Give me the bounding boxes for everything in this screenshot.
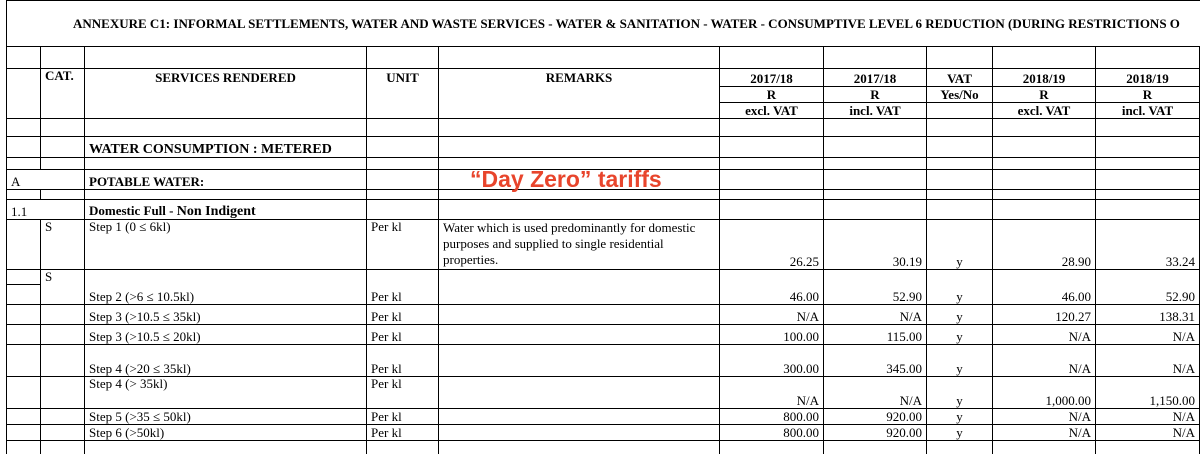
subcategory-label bbox=[85, 200, 367, 220]
row-service: Step 3 (>10.5 ≤ 35kl) bbox=[85, 304, 367, 324]
row-2017-excl: 800.00 bbox=[720, 408, 824, 424]
row-remarks: Water which is used predominantly for domestic purposes and supplied to single residential properties. bbox=[439, 220, 720, 270]
row-service: Step 1 (0 ≤ 6kl) bbox=[85, 220, 367, 270]
header-unit: UNIT bbox=[367, 69, 439, 87]
row-2018-incl: 33.24 bbox=[1096, 220, 1200, 270]
row-2018-incl: 1,150.00 bbox=[1096, 376, 1200, 408]
row-service: Step 6 (>50kl) bbox=[85, 424, 367, 440]
row-2018-excl: N/A bbox=[993, 324, 1096, 344]
row-cat: S bbox=[41, 270, 85, 285]
subcategory-code: 1.1 bbox=[7, 200, 85, 220]
table-row bbox=[7, 424, 1200, 440]
category-code: A bbox=[7, 170, 85, 190]
subcategory-label-a: Domestic Full - bbox=[89, 203, 177, 218]
tariff-table bbox=[6, 0, 1200, 454]
row-2018-incl: N/A bbox=[1096, 344, 1200, 376]
row-2017-incl: 30.19 bbox=[824, 220, 927, 270]
row-2018-excl: 1,000.00 bbox=[993, 376, 1096, 408]
table-row bbox=[7, 220, 1200, 270]
row-vat: y bbox=[927, 284, 993, 304]
subcategory-label-b: Non Indigent bbox=[176, 204, 256, 219]
header-2017-incl-vat: incl. VAT bbox=[824, 103, 927, 119]
row-2017-excl: 300.00 bbox=[720, 344, 824, 376]
header-2017-incl-currency: R bbox=[824, 87, 927, 103]
row-2018-excl: 28.90 bbox=[993, 220, 1096, 270]
row-vat: y bbox=[927, 424, 993, 440]
header-2017-excl-year: 2017/18 bbox=[720, 69, 824, 87]
row-unit: Per kl bbox=[367, 376, 439, 408]
row-2018-excl: N/A bbox=[993, 344, 1096, 376]
row-2017-incl: 345.00 bbox=[824, 344, 927, 376]
header-2018-incl-currency: R bbox=[1096, 87, 1200, 103]
row-unit: Per kl bbox=[367, 304, 439, 324]
row-2017-incl: N/A bbox=[824, 304, 927, 324]
day-zero-annotation: “Day Zero” tariffs bbox=[470, 166, 662, 192]
header-2018-excl-vat: excl. VAT bbox=[993, 103, 1096, 119]
row-2018-excl: 120.27 bbox=[993, 304, 1096, 324]
header-2018-incl-year: 2018/19 bbox=[1096, 69, 1200, 87]
table-row bbox=[7, 408, 1200, 424]
row-2017-incl: 920.00 bbox=[824, 408, 927, 424]
row-2018-incl: 138.31 bbox=[1096, 304, 1200, 324]
header-2017-incl-year: 2017/18 bbox=[824, 69, 927, 87]
row-vat: y bbox=[927, 324, 993, 344]
row-unit: Per kl bbox=[367, 408, 439, 424]
row-vat: y bbox=[927, 408, 993, 424]
header-2017-excl-vat: excl. VAT bbox=[720, 103, 824, 119]
table-row bbox=[7, 324, 1200, 344]
row-2017-excl: 100.00 bbox=[720, 324, 824, 344]
row-vat: y bbox=[927, 376, 993, 408]
row-service: Step 5 (>35 ≤ 50kl) bbox=[85, 408, 367, 424]
header-2018-excl-year: 2018/19 bbox=[993, 69, 1096, 87]
row-2018-incl: N/A bbox=[1096, 324, 1200, 344]
row-unit: Per kl bbox=[367, 424, 439, 440]
row-2018-incl: N/A bbox=[1096, 408, 1200, 424]
section-title: WATER CONSUMPTION : METERED bbox=[85, 137, 367, 158]
header-vat-yesno: Yes/No bbox=[927, 87, 993, 103]
row-2018-excl: 46.00 bbox=[993, 284, 1096, 304]
row-2017-incl: 115.00 bbox=[824, 324, 927, 344]
row-2017-excl: 800.00 bbox=[720, 424, 824, 440]
header-remarks: REMARKS bbox=[439, 69, 720, 87]
row-2018-incl: N/A bbox=[1096, 424, 1200, 440]
table-row bbox=[7, 304, 1200, 324]
header-2018-incl-vat: incl. VAT bbox=[1096, 103, 1200, 119]
row-unit: Per kl bbox=[367, 284, 439, 304]
table-row bbox=[7, 376, 1200, 408]
row-vat: y bbox=[927, 304, 993, 324]
row-2018-excl: N/A bbox=[993, 424, 1096, 440]
table-row bbox=[7, 270, 1200, 285]
annexure-title: ANNEXURE C1: INFORMAL SETTLEMENTS, WATER AND WASTE SERVICES - WATER & SANITATION - WATER - CONSUMPTIVE LEVEL 6 REDUCTION (DURING RESTRICTIONS O bbox=[7, 1, 1200, 47]
row-unit: Per kl bbox=[367, 344, 439, 376]
table-row bbox=[7, 344, 1200, 376]
row-2017-excl: 46.00 bbox=[720, 284, 824, 304]
row-2018-incl: 52.90 bbox=[1096, 284, 1200, 304]
category-label: POTABLE WATER: bbox=[85, 170, 367, 190]
row-service: Step 2 (>6 ≤ 10.5kl) bbox=[85, 284, 367, 304]
row-service: Step 4 (>20 ≤ 35kl) bbox=[85, 344, 367, 376]
row-2017-excl: 26.25 bbox=[720, 220, 824, 270]
row-service: Step 3 (>10.5 ≤ 20kl) bbox=[85, 324, 367, 344]
header-cat: CAT. bbox=[41, 69, 85, 87]
header-services: SERVICES RENDERED bbox=[85, 69, 367, 87]
row-2017-incl: N/A bbox=[824, 376, 927, 408]
table-row bbox=[7, 284, 1200, 304]
row-unit: Per kl bbox=[367, 324, 439, 344]
row-vat: y bbox=[927, 344, 993, 376]
row-2017-excl: N/A bbox=[720, 304, 824, 324]
row-2017-incl: 920.00 bbox=[824, 424, 927, 440]
row-unit: Per kl bbox=[367, 220, 439, 270]
row-2017-excl: N/A bbox=[720, 376, 824, 408]
row-2018-excl: N/A bbox=[993, 408, 1096, 424]
row-service: Step 4 (> 35kl) bbox=[85, 376, 367, 408]
row-vat: y bbox=[927, 220, 993, 270]
header-vat: VAT bbox=[927, 69, 993, 87]
row-cat: S bbox=[41, 220, 85, 270]
header-2017-excl-currency: R bbox=[720, 87, 824, 103]
header-2018-excl-currency: R bbox=[993, 87, 1096, 103]
row-2017-incl: 52.90 bbox=[824, 284, 927, 304]
